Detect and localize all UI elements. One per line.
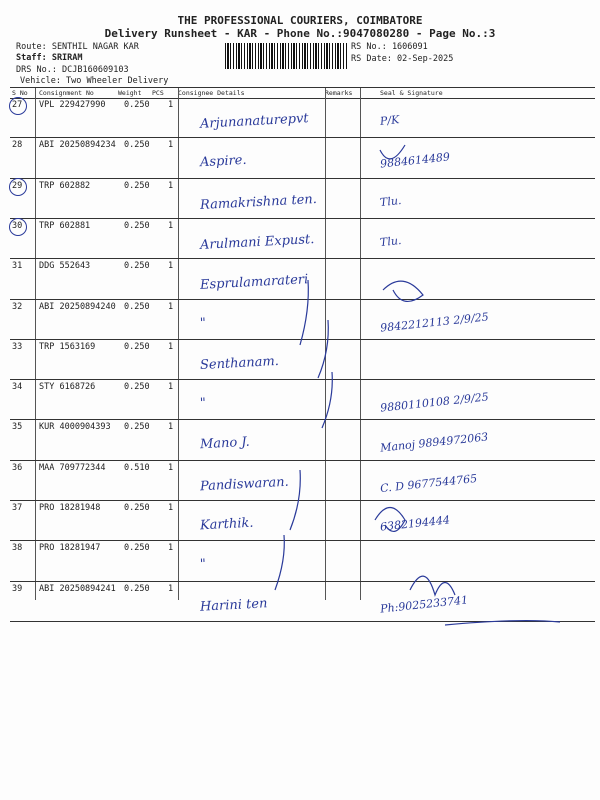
- row-weight: 0.250: [124, 261, 150, 272]
- row-sno: 37: [12, 503, 23, 513]
- row-consignment-no: TRP 1563169: [39, 341, 96, 352]
- row-sno: 33: [12, 341, 23, 352]
- col-header-weight: Weight: [118, 89, 142, 97]
- row-consignment-no: DDG 552643: [39, 261, 91, 272]
- row-signature-handwriting: Tlu.: [379, 193, 403, 209]
- row-weight: 0.250: [124, 100, 150, 110]
- row-pcs: 1: [168, 140, 174, 151]
- row-pcs: 1: [168, 382, 174, 393]
- row-divider: [10, 419, 595, 420]
- row-weight: 0.250: [124, 140, 150, 151]
- row-consignee-handwriting: Karthik.: [199, 515, 254, 534]
- row-divider: [10, 339, 595, 340]
- row-signature-handwriting: P/K: [379, 113, 400, 128]
- row-consignee-handwriting: Esprulamarateri: [199, 272, 309, 294]
- row-signature-handwriting: Tlu.: [379, 233, 403, 249]
- row-signature-handwriting: 6382194444: [379, 513, 451, 534]
- row-consignee-handwriting: Senthanam.: [199, 353, 280, 373]
- row-weight: 0.250: [124, 301, 150, 312]
- row-consignment-no: ABI 20250894234: [39, 140, 116, 151]
- row-pcs: 1: [168, 422, 174, 433]
- row-signature-handwriting: 9884614489: [379, 150, 451, 171]
- row-consignment-no: KUR 4000904393: [39, 422, 111, 433]
- row-consignment-no: VPL 229427990: [39, 100, 106, 110]
- row-consignee-handwriting: Ramakrishna ten.: [199, 191, 318, 213]
- row-sno: 30: [12, 220, 23, 231]
- col-header-pcs: PCS: [152, 89, 164, 97]
- row-weight: 0.250: [124, 583, 150, 594]
- row-divider: [10, 500, 595, 501]
- row-sno: 29: [12, 180, 23, 191]
- row-consignee-handwriting: ": [199, 315, 207, 331]
- col-header-sno: S No: [12, 89, 28, 97]
- row-weight: 0.250: [124, 220, 150, 231]
- row-sno: 38: [12, 543, 23, 554]
- route-label: Route: SENTHIL NAGAR KAR: [16, 42, 139, 52]
- row-consignee-handwriting: Pandiswaran.: [199, 474, 290, 495]
- row-divider: [10, 379, 595, 380]
- drs-number: DRS No.: DCJB160609103: [16, 65, 129, 75]
- row-signature-handwriting: Ph:9025233741: [379, 593, 469, 616]
- runsheet-subtitle: Delivery Runsheet - KAR - Phone No.:9047080280 - Page No.:3: [104, 27, 496, 40]
- row-consignee-handwriting: ": [199, 557, 207, 573]
- row-pcs: 1: [168, 543, 174, 554]
- row-pcs: 1: [168, 462, 174, 473]
- row-signature-handwriting: 9842212113 2/9/25: [379, 309, 490, 335]
- row-divider: [10, 540, 595, 541]
- col-divider: [178, 88, 179, 600]
- row-weight: 0.250: [124, 543, 150, 554]
- row-divider: [10, 299, 595, 300]
- row-consignment-no: ABI 20250894240: [39, 301, 116, 312]
- row-divider: [10, 258, 595, 259]
- barcode-image: [225, 43, 347, 69]
- col-header-seal: Seal & Signature: [380, 89, 443, 97]
- row-divider: [10, 581, 595, 582]
- row-signature-handwriting: C. D 9677544765: [379, 471, 478, 495]
- row-pcs: 1: [168, 220, 174, 231]
- row-consignee-handwriting: Mano J.: [199, 435, 251, 453]
- row-sno: 31: [12, 261, 23, 272]
- col-header-consignment: Consignment No: [39, 89, 94, 97]
- row-weight: 0.250: [124, 422, 150, 433]
- row-consignment-no: PRO 18281947: [39, 543, 101, 554]
- row-weight: 0.250: [124, 503, 150, 513]
- row-pcs: 1: [168, 503, 174, 513]
- row-consignment-no: MAA 709772344: [39, 462, 106, 473]
- row-consignment-no: STY 6168726: [39, 382, 96, 393]
- row-divider: [10, 460, 595, 461]
- row-consignment-no: PRO 18281948: [39, 503, 101, 513]
- row-consignee-handwriting: Harini ten: [199, 595, 268, 615]
- row-pcs: 1: [168, 261, 174, 272]
- col-divider: [360, 88, 361, 600]
- row-consignee-handwriting: Arulmani Expust.: [199, 231, 315, 253]
- row-pcs: 1: [168, 100, 174, 110]
- row-weight: 0.250: [124, 180, 150, 191]
- row-sno: 27: [12, 100, 23, 110]
- col-divider: [325, 88, 326, 600]
- col-divider: [35, 88, 36, 600]
- row-sno: 28: [12, 140, 23, 151]
- row-weight: 0.250: [124, 382, 150, 393]
- row-weight: 0.510: [124, 462, 150, 473]
- row-sno: 34: [12, 382, 23, 393]
- row-consignee-handwriting: Aspire.: [199, 153, 247, 171]
- row-consignment-no: TRP 602882: [39, 180, 91, 191]
- row-sno: 35: [12, 422, 23, 433]
- row-divider: [10, 621, 595, 622]
- row-pcs: 1: [168, 583, 174, 594]
- rs-date: RS Date: 02-Sep-2025: [351, 54, 454, 64]
- row-sno: 36: [12, 462, 23, 473]
- table-top-border: [10, 87, 595, 88]
- row-consignee-handwriting: Arjunanaturepvt: [199, 111, 309, 132]
- vehicle-label: Vehicle: Two Wheeler Delivery: [20, 76, 169, 86]
- row-divider: [10, 218, 595, 219]
- header-bottom-border: [10, 98, 595, 99]
- row-signature-handwriting: Manoj 9894972063: [379, 430, 489, 456]
- row-pcs: 1: [168, 341, 174, 352]
- row-pcs: 1: [168, 180, 174, 191]
- row-sno: 32: [12, 301, 23, 312]
- row-consignment-no: ABI 20250894241: [39, 583, 116, 594]
- col-header-consignee: Consignee Details: [178, 89, 245, 97]
- row-weight: 0.250: [124, 341, 150, 352]
- row-pcs: 1: [168, 301, 174, 312]
- row-consignment-no: TRP 602881: [39, 220, 91, 231]
- row-signature-handwriting: 9880110108 2/9/25: [379, 390, 490, 415]
- row-divider: [10, 178, 595, 179]
- staff-label: Staff: SRIRAM: [16, 53, 83, 63]
- rs-number: RS No.: 1606091: [351, 42, 428, 52]
- row-consignee-handwriting: ": [199, 395, 207, 412]
- row-divider: [10, 137, 595, 138]
- row-sno: 39: [12, 583, 23, 594]
- company-title: THE PROFESSIONAL COURIERS, COIMBATORE: [177, 14, 423, 27]
- col-header-remarks: Remarks: [325, 89, 353, 97]
